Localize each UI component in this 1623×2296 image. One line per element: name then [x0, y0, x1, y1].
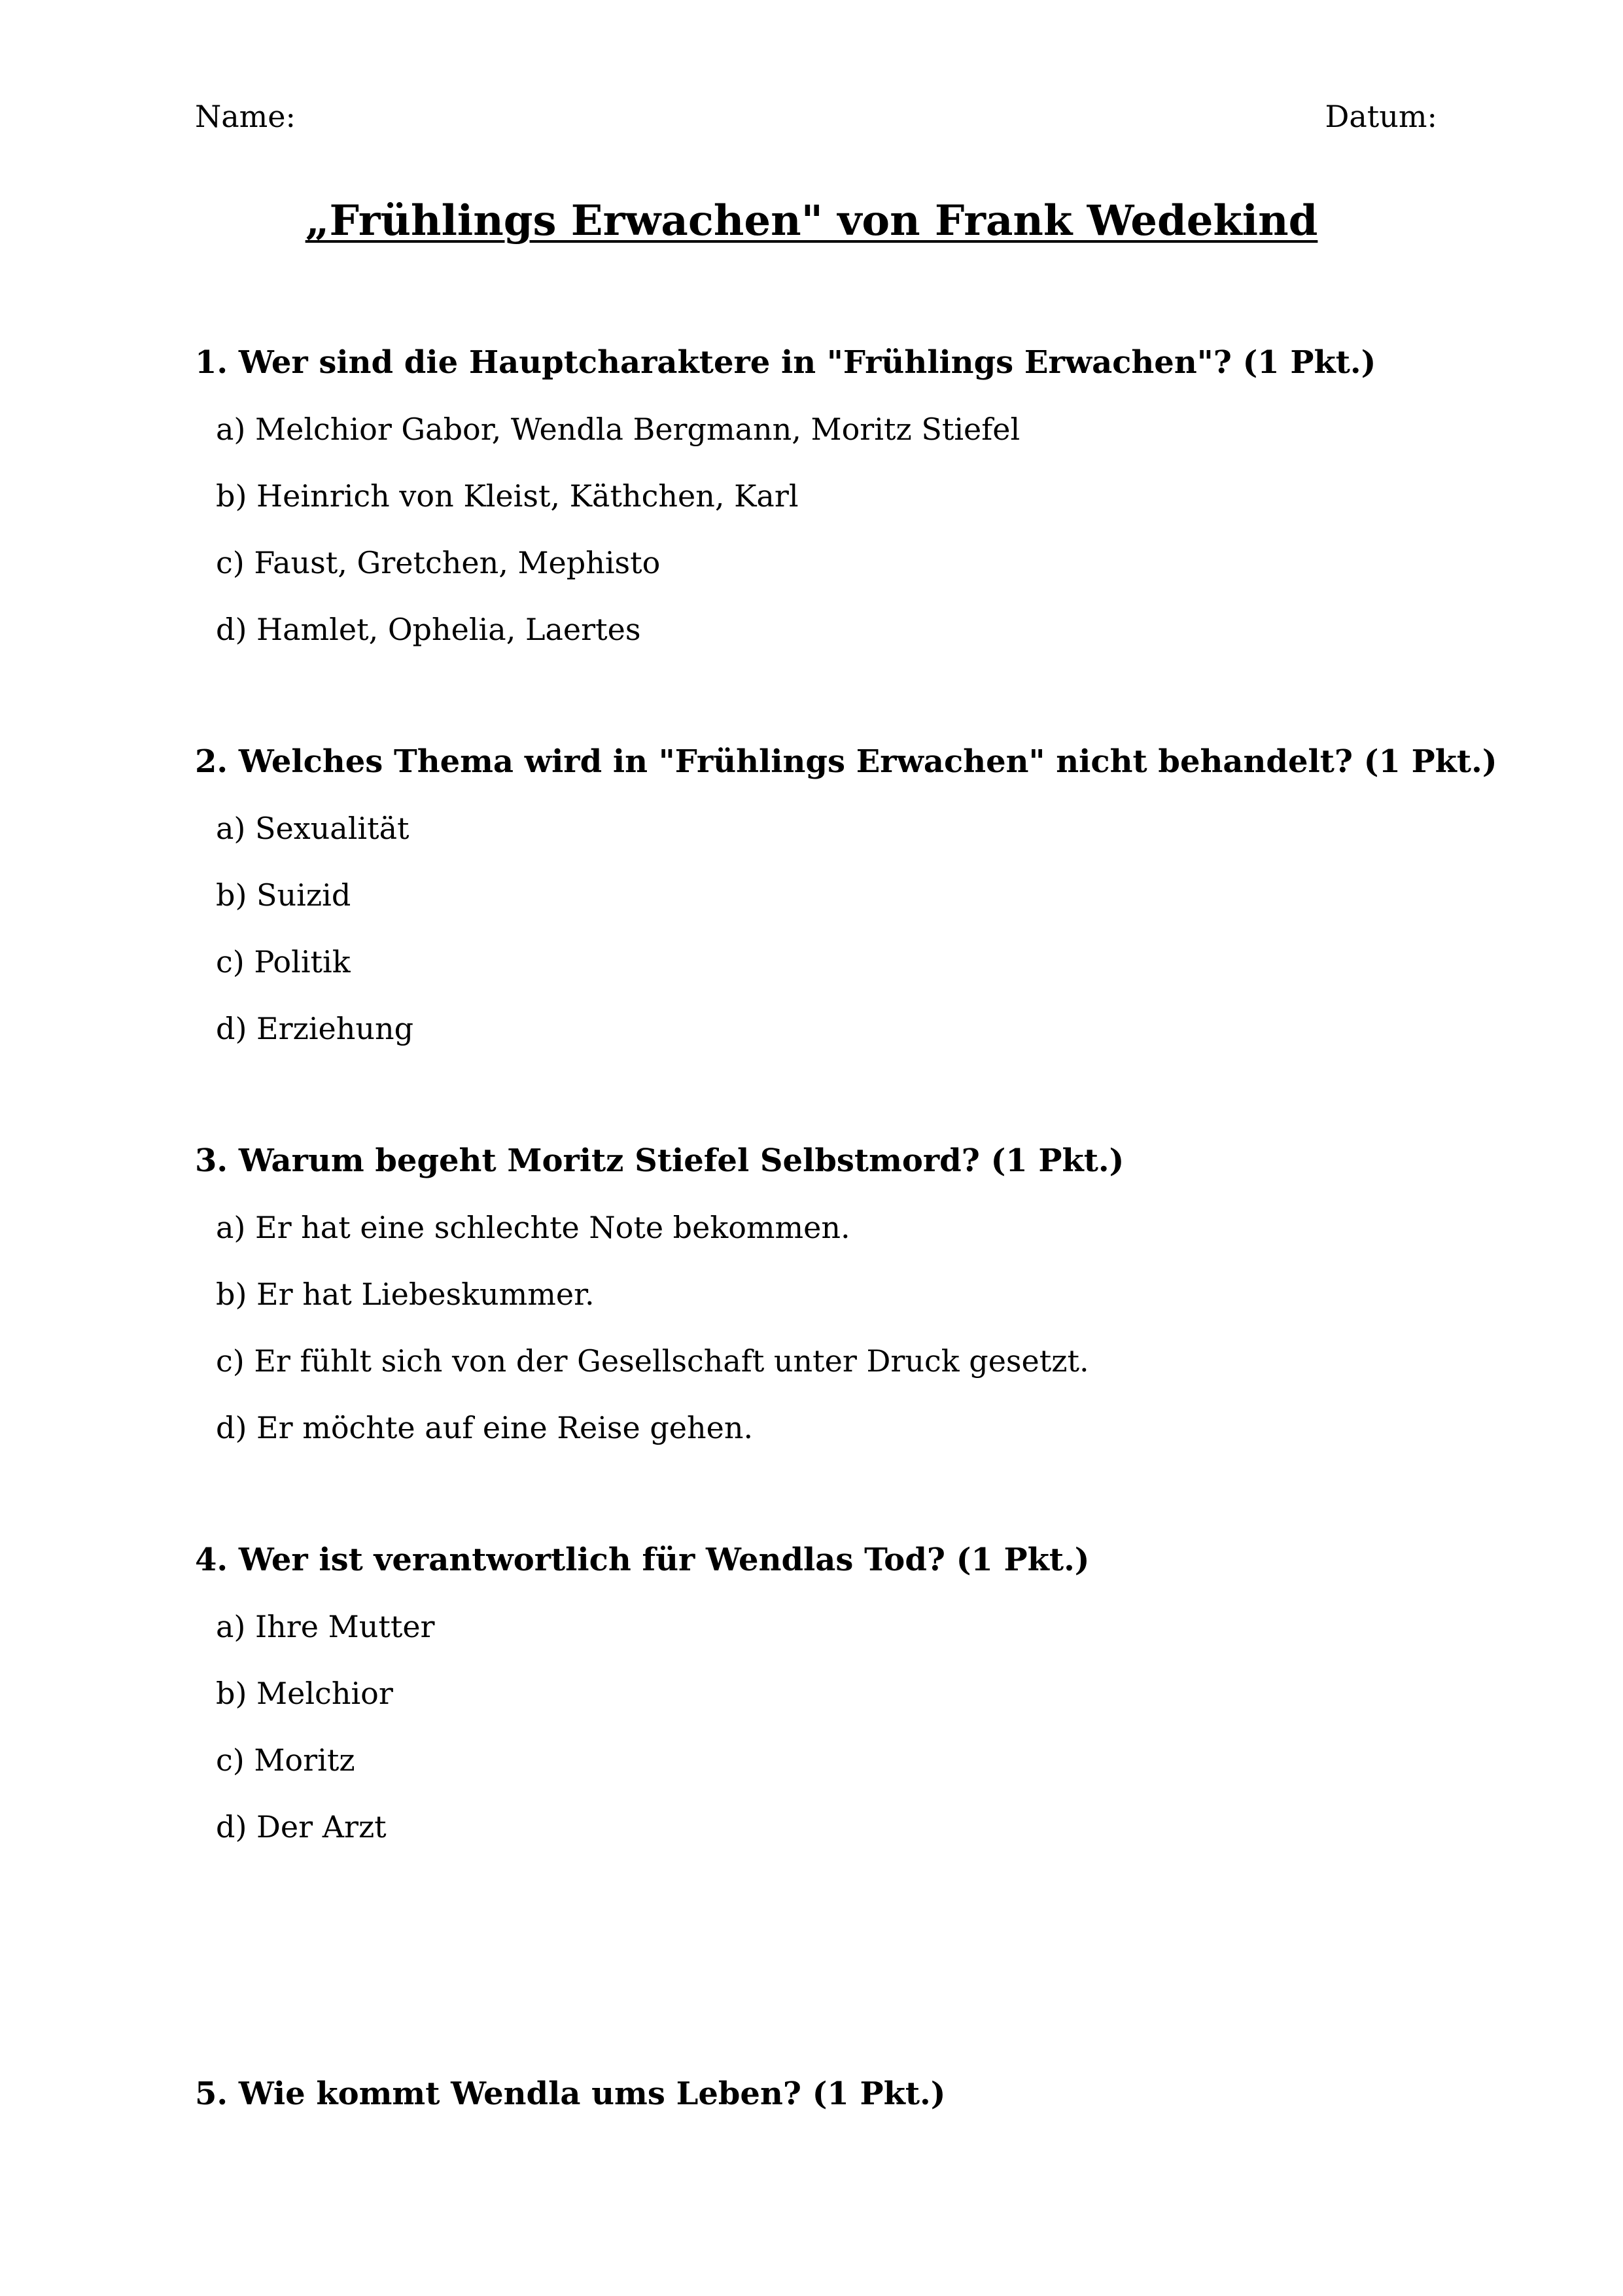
answer-option-a: a) Sexualität: [216, 811, 410, 846]
answer-options: [195, 408, 1503, 650]
answer-option-d: d) Er möchte auf eine Reise gehen.: [216, 1410, 754, 1445]
answer-options: [195, 1606, 1503, 1848]
question-text: 4. Wer ist verantwortlich für Wendlas Tod? (1 Pkt.): [195, 1542, 1090, 1578]
answer-option-d: d) Der Arzt: [216, 1809, 387, 1845]
question-text: 1. Wer sind die Hauptcharaktere in "Frühlings Erwachen"? (1 Pkt.): [195, 344, 1376, 381]
question-1: [195, 342, 1503, 675]
question-text: 3. Warum begeht Moritz Stiefel Selbstmord? (1 Pkt.): [195, 1142, 1125, 1179]
question-3: [195, 1140, 1503, 1474]
answer-options: [195, 807, 1503, 1050]
answer-options: [195, 1207, 1503, 1449]
answer-option-c: c) Er fühlt sich von der Gesellschaft unter Druck gesetzt.: [216, 1343, 1089, 1379]
answer-option-d: d) Hamlet, Ophelia, Laertes: [216, 612, 641, 647]
question-4: [195, 1539, 1503, 1873]
answer-option-a: a) Er hat eine schlechte Note bekommen.: [216, 1210, 850, 1245]
answer-option-c: c) Politik: [216, 944, 351, 980]
name-label: Name:: [195, 99, 296, 134]
question-5: [195, 2073, 1503, 2115]
question-2: [195, 741, 1503, 1074]
answer-option-b: b) Melchior: [216, 1676, 393, 1711]
answer-option-c: c) Moritz: [216, 1742, 355, 1778]
answer-option-b: b) Heinrich von Kleist, Käthchen, Karl: [216, 478, 799, 514]
answer-option-a: a) Melchior Gabor, Wendla Bergmann, Moritz Stiefel: [216, 412, 1021, 447]
answer-option-c: c) Faust, Gretchen, Mephisto: [216, 545, 661, 580]
answer-option-b: b) Suizid: [216, 877, 351, 913]
date-label: Datum:: [1325, 99, 1437, 134]
answer-option-a: a) Ihre Mutter: [216, 1609, 435, 1644]
question-text: 2. Welches Thema wird in "Frühlings Erwachen" nicht behandelt? (1 Pkt.): [195, 743, 1497, 780]
page-title: „Frühlings Erwachen" von Frank Wedekind: [305, 196, 1318, 245]
question-text: 5. Wie kommt Wendla ums Leben? (1 Pkt.): [195, 2075, 946, 2112]
answer-option-b: b) Er hat Liebeskummer.: [216, 1277, 595, 1312]
answer-option-d: d) Erziehung: [216, 1011, 414, 1046]
